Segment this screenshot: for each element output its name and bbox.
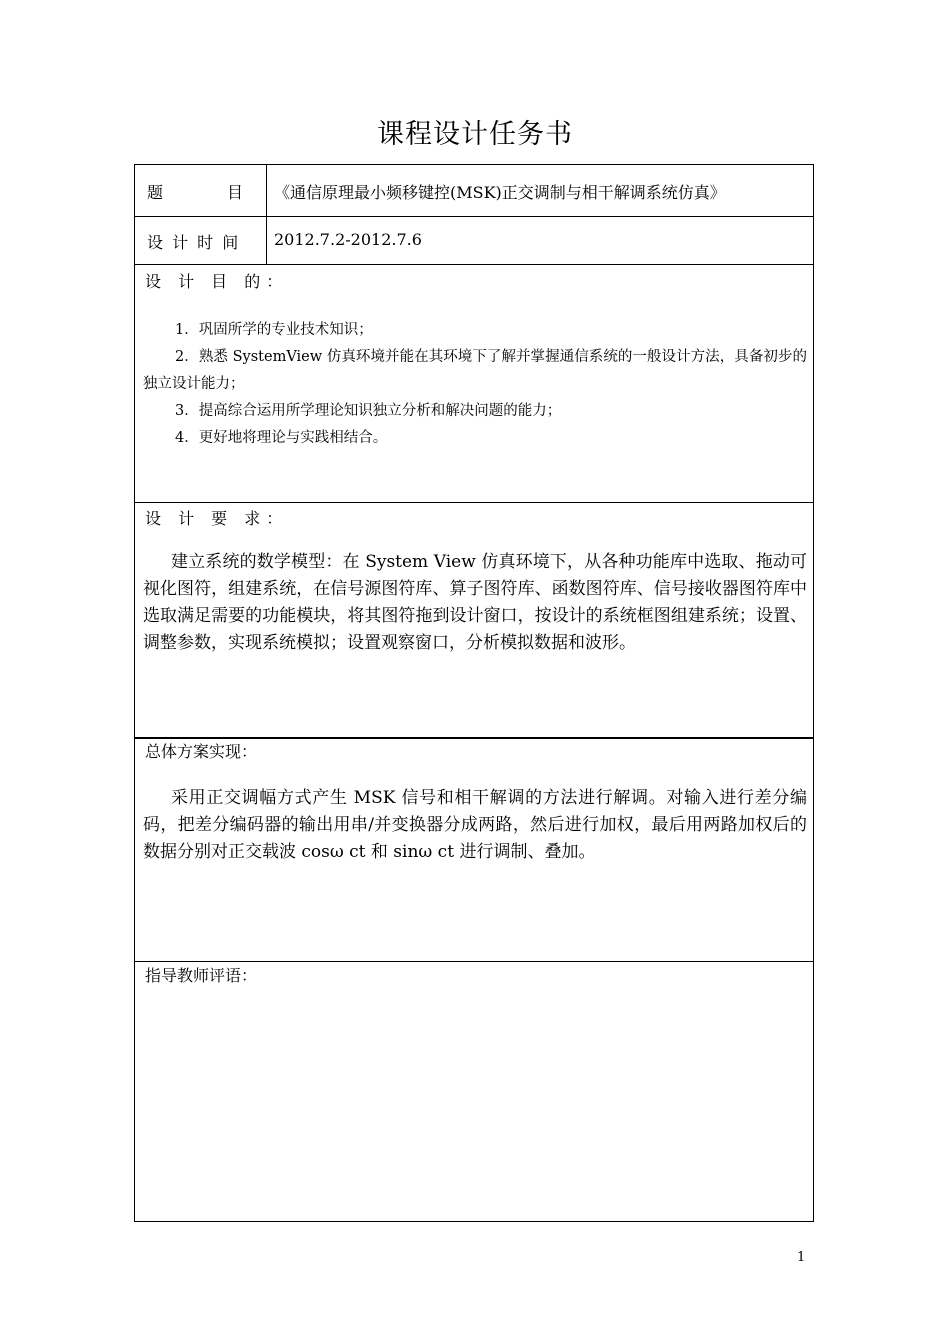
design-purpose-heading: 设 计 目 的：: [145, 272, 289, 291]
list-item: 1．巩固所学的专业技术知识；: [175, 322, 373, 338]
design-requirements-heading: 设 计 要 求：: [145, 509, 289, 528]
overall-scheme-text: 采用正交调幅方式产生 MSK 信号和相干解调的方法进行解调。对输入进行差分编码，把差分编码器的输出用串/并变换器分成两路，然后进行加权，最后用两路加权后的数据分别对正交载波 cosω ct 和 sinω ct 进行调制、叠加。: [143, 788, 807, 862]
list-item: 2．熟悉 SystemView 仿真环境并能在其环境下了解并掌握通信系统的一般设计方法，具备初步的独立设计能力；: [143, 349, 807, 392]
advisor-comments-heading: 指导教师评语：: [145, 966, 258, 985]
row-divider: [135, 264, 813, 265]
design-requirements-text: 建立系统的数学模型：在 System View 仿真环境下，从各种功能库中选取、拖动可视化图符，组建系统，在信号源图符库、算子图符库、函数图符库、信号接收器图符库中选取满足需要的功能模块，将其图符拖到设计窗口，按设计的系统框图组建系统；设置、调整参数，实现系统模拟；设置观察窗口，分析模拟数据和波形。: [143, 552, 807, 653]
task-form: [134, 164, 814, 1222]
design-time-value: 2012.7.2-2012.7.6: [274, 230, 422, 249]
document-title: 课程设计任务书: [377, 119, 573, 150]
page-number: 1: [797, 1250, 806, 1265]
list-item: 3．提高综合运用所学理论知识独立分析和解决问题的能力；: [175, 403, 562, 419]
design-purpose-list: [143, 317, 807, 452]
column-divider: [266, 165, 267, 264]
topic-value: 《通信原理最小频移键控(MSK)正交调制与相干解调系统仿真》: [274, 183, 726, 202]
topic-label: 题 目: [147, 183, 244, 202]
section-divider: [135, 961, 813, 962]
list-item: 4．更好地将理论与实践相结合。: [175, 430, 388, 446]
design-time-label: 设 计 时 间: [147, 233, 241, 252]
row-divider: [135, 216, 813, 217]
section-divider: [135, 502, 813, 503]
overall-scheme-heading: 总体方案实现：: [145, 742, 258, 761]
